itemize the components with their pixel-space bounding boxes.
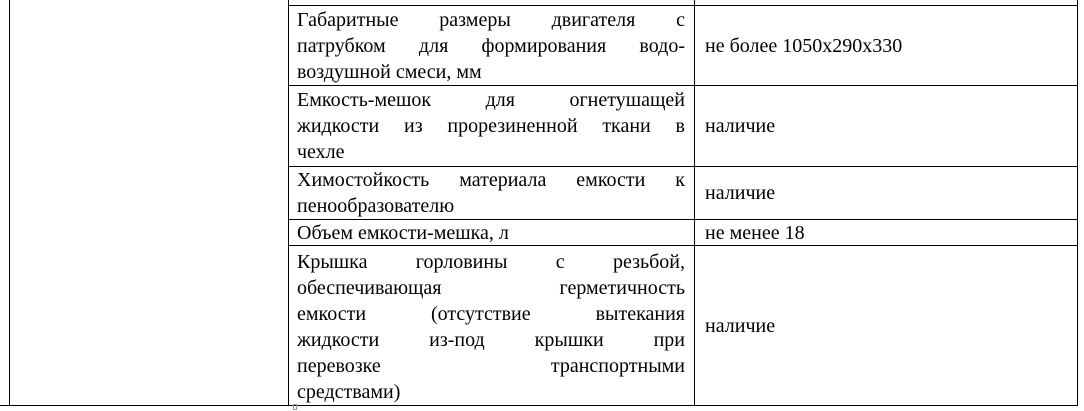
row-2-value-text: наличие [705, 115, 776, 137]
table-column-divider-1 [288, 0, 289, 406]
table-row-1-description [297, 7, 685, 85]
row-2-line-2: жидкости из прорезиненной ткани в [297, 115, 685, 137]
row-3-line-1: Химостойкость материала емкости к [297, 169, 685, 191]
row-3-value-text: наличие [705, 182, 776, 204]
row-divider-top [288, 5, 1078, 6]
table-row-4-description [297, 220, 685, 246]
row-3-line-2: пенообразователю [297, 195, 455, 217]
row-2-line-1: Емкость-мешок для огнетушащей [297, 89, 685, 111]
table-row-5-description [297, 249, 685, 405]
previous-row-fragment [297, 0, 685, 2]
row-1-line-1: Габаритные размеры двигателя с [297, 9, 685, 31]
row-5-value-text: наличие [705, 315, 776, 337]
row-5-line-5: перевозке транспортными [297, 355, 685, 377]
row-4-line-1: Объем емкости-мешка, л [297, 222, 509, 244]
table-row-2-value [705, 87, 1065, 165]
table-row-3-value [705, 167, 1065, 219]
paragraph-mark-icon [293, 404, 297, 410]
row-5-line-1: Крышка горловины с резьбой, [297, 251, 685, 273]
row-5-line-6: средствами) [297, 381, 401, 403]
row-1-line-2: патрубком для формирования водо- [297, 35, 685, 57]
table-row-4-value [705, 220, 1065, 246]
row-1-line-3: воздушной смеси, мм [297, 61, 482, 83]
row-5-line-4: жидкости из-под крышки при [297, 329, 685, 351]
table-bottom-border [0, 405, 1078, 406]
row-5-line-2: обеспечивающая герметичность [297, 277, 685, 299]
row-5-line-3: емкости (отсутствие вытекания [297, 303, 685, 325]
table-column-divider-2 [694, 0, 695, 406]
table-row-1-value [705, 7, 1065, 85]
table-left-border [9, 0, 10, 406]
table-row-2-description [297, 87, 685, 165]
table-row-3-description [297, 167, 685, 219]
row-2-line-3: чехле [297, 141, 345, 163]
table-row-5-value [705, 247, 1065, 405]
table-right-border [1077, 0, 1078, 406]
row-1-value-text: не более 1050х290х330 [705, 35, 903, 57]
row-4-value-text: не менее 18 [705, 222, 805, 244]
row-divider-1 [288, 85, 1078, 86]
